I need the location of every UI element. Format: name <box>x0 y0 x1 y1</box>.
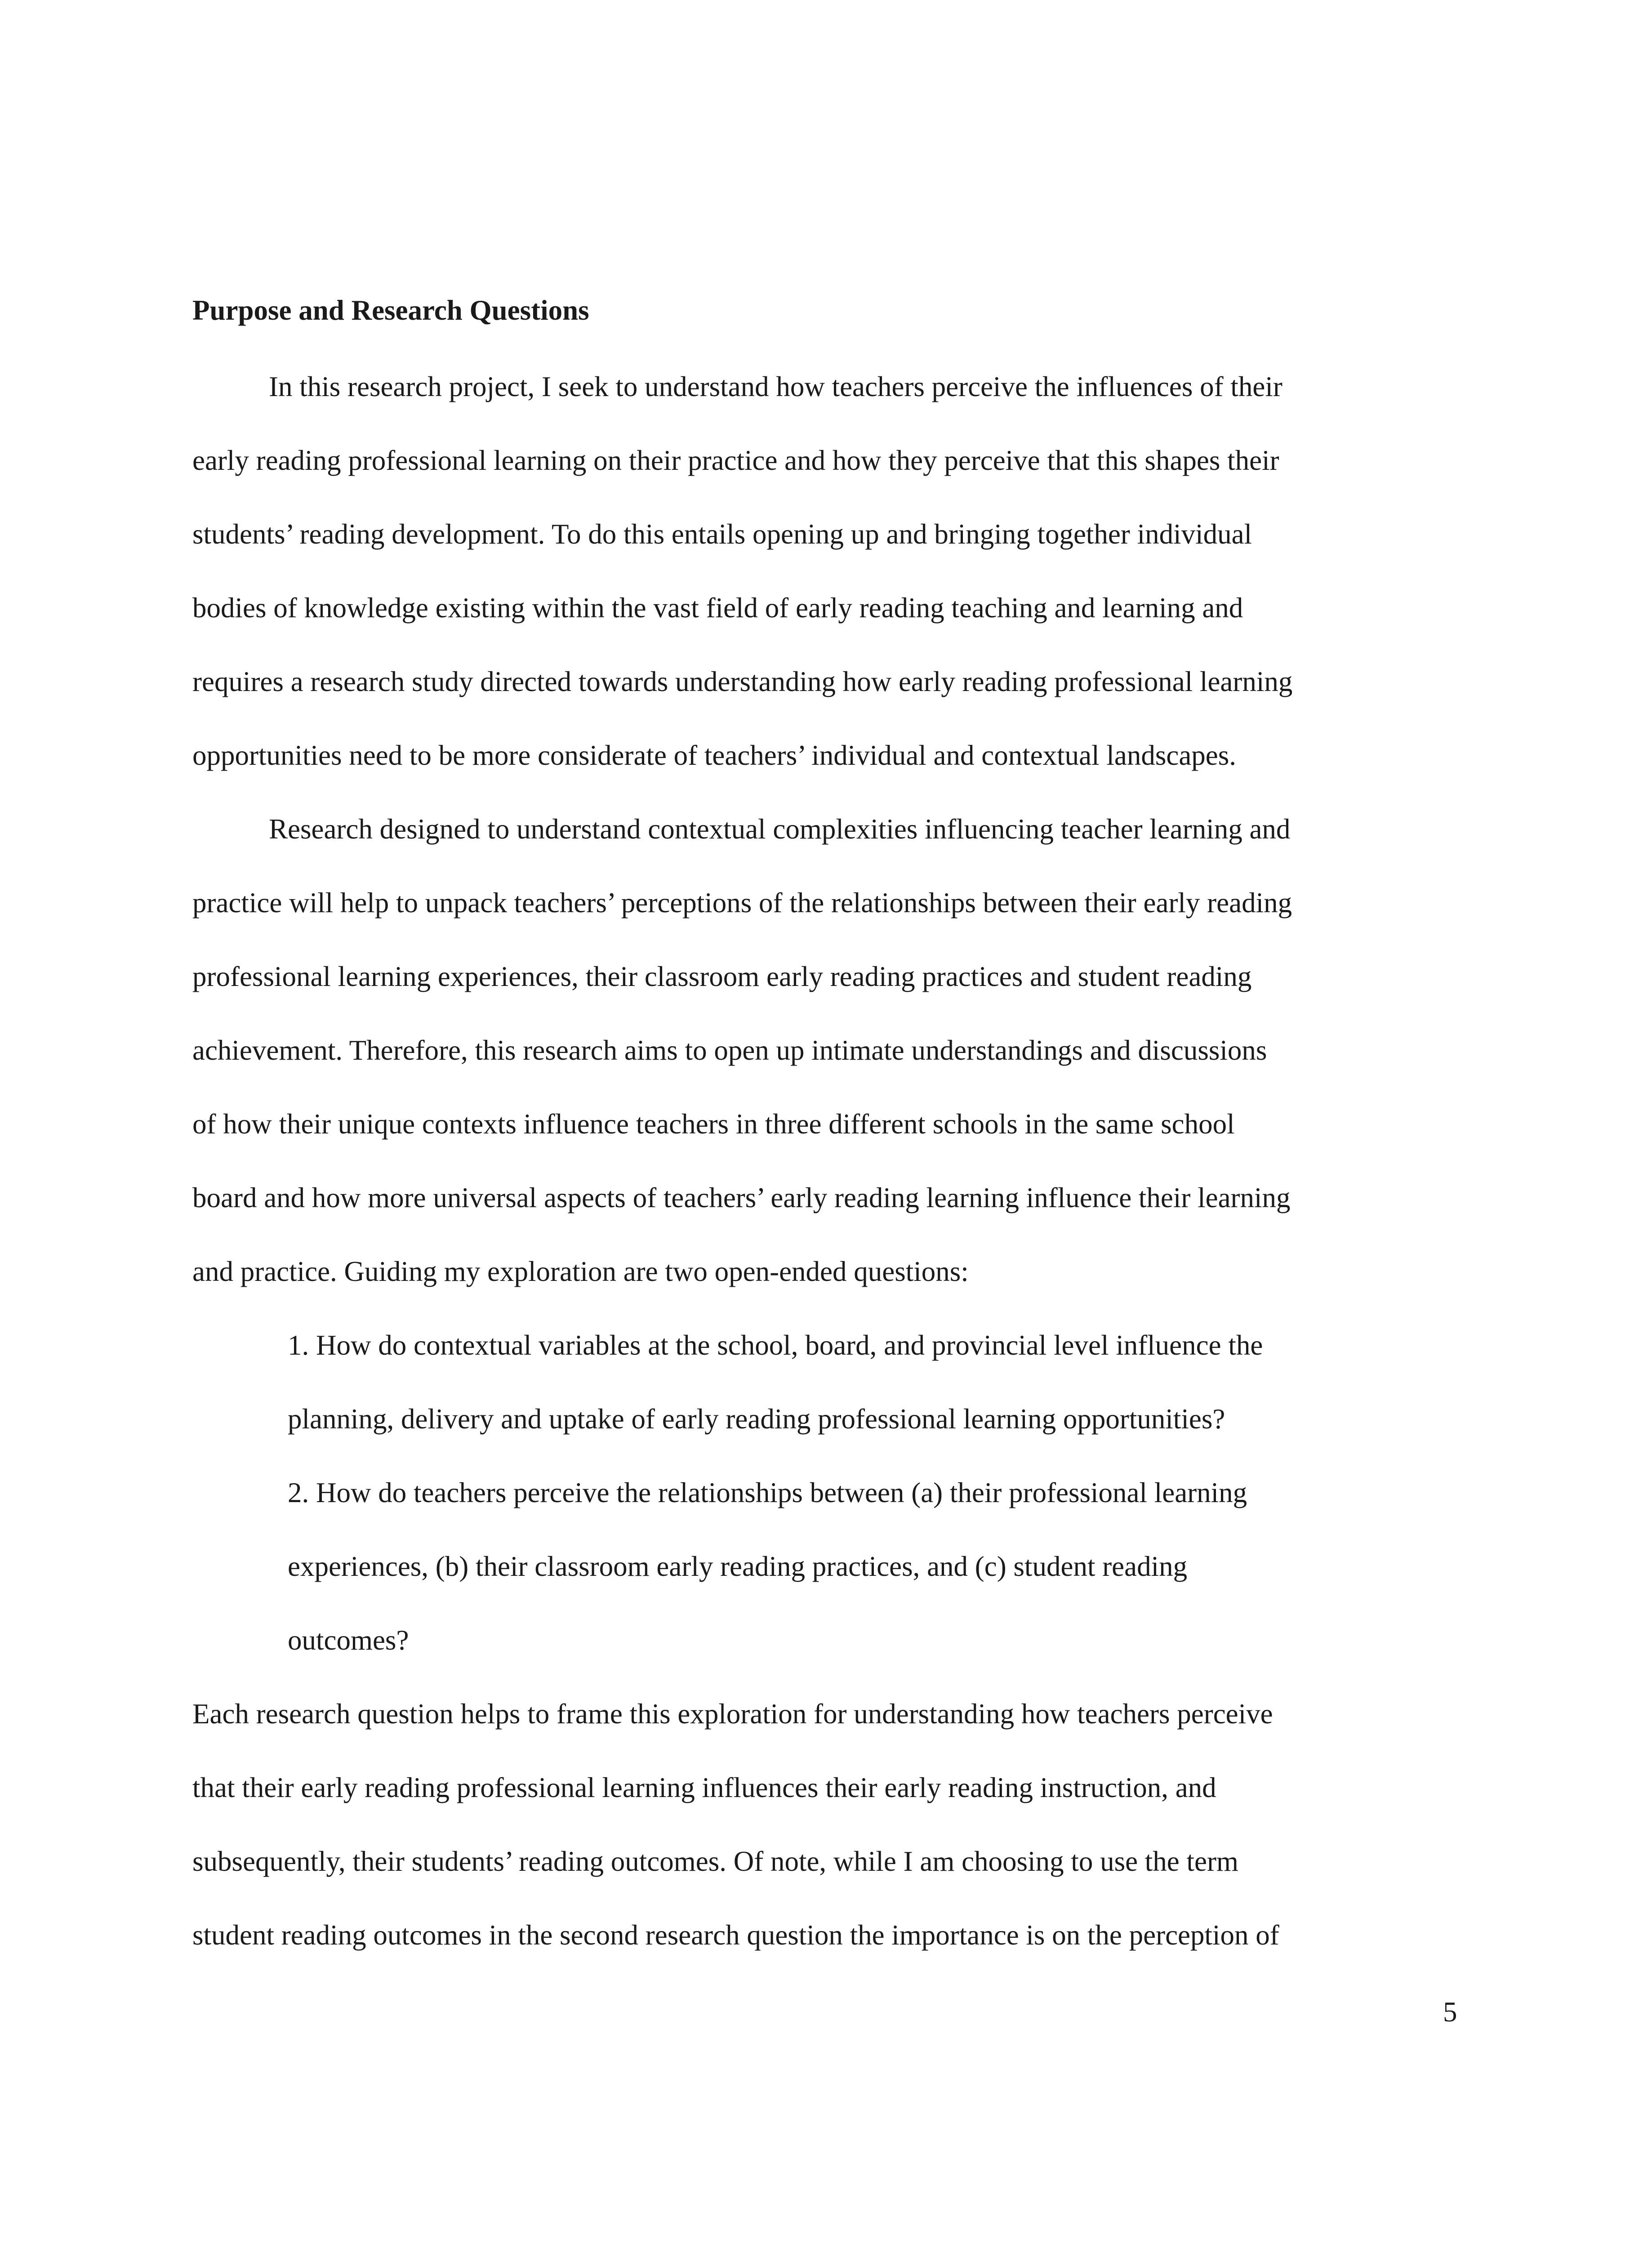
question-line: 2. How do teachers perceive the relationships between (a) their professional learning <box>288 1477 1247 1508</box>
paragraph-line: achievement. Therefore, this research aims to open up intimate understandings and discussions <box>192 1035 1267 1066</box>
paragraph-line: opportunities need to be more considerate of teachers’ individual and contextual landscapes. <box>192 740 1237 771</box>
paragraph-line: early reading professional learning on their practice and how they perceive that this shapes their <box>192 445 1279 476</box>
paragraph-line: board and how more universal aspects of teachers’ early reading learning influence their learning <box>192 1182 1291 1213</box>
page-number: 5 <box>1443 1996 1457 2028</box>
paragraph-line: In this research project, I seek to understand how teachers perceive the influences of their <box>269 371 1282 402</box>
question-line: planning, delivery and uptake of early reading professional learning opportunities? <box>288 1403 1225 1435</box>
paragraph-line: practice will help to unpack teachers’ perceptions of the relationships between their early reading <box>192 887 1292 919</box>
paragraph-line: Research designed to understand contextual complexities influencing teacher learning and <box>269 813 1291 845</box>
paragraph-line: requires a research study directed towards understanding how early reading professional learning <box>192 666 1293 697</box>
paragraph-line: student reading outcomes in the second research question the importance is on the perception of <box>192 1919 1279 1951</box>
question-line: outcomes? <box>288 1624 409 1656</box>
paragraph-line: subsequently, their students’ reading outcomes. Of note, while I am choosing to use the term <box>192 1846 1238 1877</box>
paragraph-line: of how their unique contexts influence teachers in three different schools in the same school <box>192 1108 1235 1140</box>
paragraph-line: that their early reading professional learning influences their early reading instruction, and <box>192 1772 1216 1803</box>
question-line: experiences, (b) their classroom early reading practices, and (c) student reading <box>288 1551 1188 1582</box>
paragraph-line: Each research question helps to frame this exploration for understanding how teachers perceive <box>192 1698 1273 1730</box>
paragraph-line: bodies of knowledge existing within the vast field of early reading teaching and learning and <box>192 592 1243 624</box>
paragraph-line: students’ reading development. To do this entails opening up and bringing together individual <box>192 518 1252 550</box>
paragraph-line: and practice. Guiding my exploration are two open-ended questions: <box>192 1256 969 1287</box>
section-heading: Purpose and Research Questions <box>192 294 589 326</box>
question-line: 1. How do contextual variables at the school, board, and provincial level influence the <box>288 1329 1263 1361</box>
paragraph-line: professional learning experiences, their classroom early reading practices and student reading <box>192 961 1252 992</box>
